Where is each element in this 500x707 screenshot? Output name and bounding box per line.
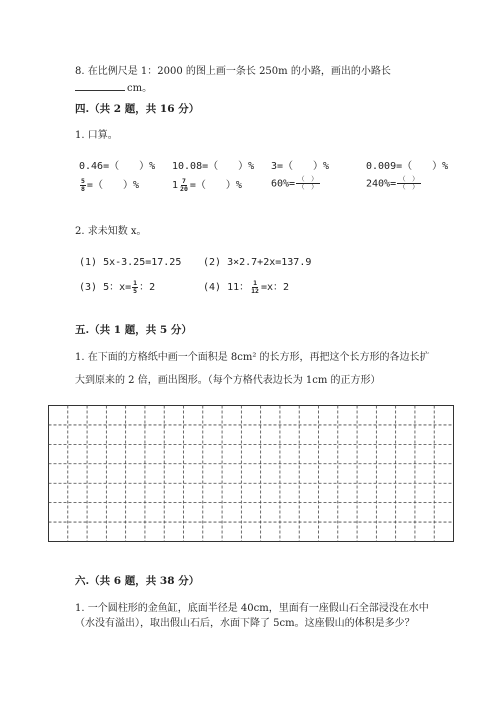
question-8-answer-line — [75, 79, 152, 94]
grid-border — [49, 406, 454, 542]
fraction: $\frac{1}{5}$ — [133, 278, 138, 295]
oral-calc-item: 1 $\frac{7}{20}$ =（ ）% — [172, 176, 242, 193]
question-text: 1. 一个圆柱形的金鱼缸，底面半径是 40cm，里面有一座假山石全部浸没在水中 — [75, 603, 429, 614]
question-text: 1. 在下面的方格纸中画一个面积是 8cm² 的长方形，再把这个长方形的各边长扩 — [75, 352, 430, 363]
blank-fraction: （ ） （ ） — [399, 175, 419, 191]
equation: (3) 5：x= $\frac{1}{5}$ ：2 — [79, 278, 156, 295]
question-text: 大到原来的 2 倍，画出图形。（每个方格代表边长为 1cm 的正方形） — [75, 375, 381, 386]
oral-calc-item: $\frac{5}{8}$ =（ ）% — [81, 176, 139, 193]
fraction: $\frac{5}{8}$ — [81, 176, 85, 193]
section-6-title: 六.（共 6 题，共 38 分） — [75, 575, 200, 587]
question-8-text: 8. 在比例尺是 1：2000 的图上画一条长 250m 的小路，画出的小路长 — [75, 66, 391, 77]
grid-paper[interactable] — [48, 405, 454, 542]
solve-x-title: 2. 求未知数 x。 — [75, 226, 147, 237]
fraction: $\frac{1}{12}$ — [251, 278, 259, 295]
equation: (4) 11： $\frac{1}{12}$ =x：2 — [203, 278, 290, 295]
oral-calc-item: 60%= （ ） （ ） — [271, 175, 318, 191]
section-4-title: 四.（共 2 题，共 16 分） — [75, 103, 200, 115]
oral-calc-title: 1. 口算。 — [75, 130, 118, 141]
answer-blank[interactable] — [75, 82, 125, 91]
oral-calc-item: 3=（ ）% — [271, 161, 330, 172]
question-text: （水没有溢出），取出假山石后，水面下降了 5cm。这座假山的体积是多少？ — [75, 618, 415, 629]
unit-label: cm。 — [127, 83, 153, 94]
equation: (1) 5x-3.25=17.25 — [79, 257, 182, 268]
blank-fraction: （ ） （ ） — [298, 175, 318, 191]
oral-calc-item: 0.009=（ ）% — [366, 161, 449, 172]
fraction: $\frac{7}{20}$ — [180, 176, 188, 193]
oral-calc-item: 10.08=（ ）% — [172, 161, 255, 172]
equation: (2) 3×2.7+2x=137.9 — [203, 257, 312, 268]
oral-calc-item: 0.46=（ ）% — [79, 161, 156, 172]
oral-calc-item: 240%= （ ） （ ） — [366, 175, 419, 191]
section-5-title: 五.（共 1 题，共 5 分） — [75, 324, 192, 336]
